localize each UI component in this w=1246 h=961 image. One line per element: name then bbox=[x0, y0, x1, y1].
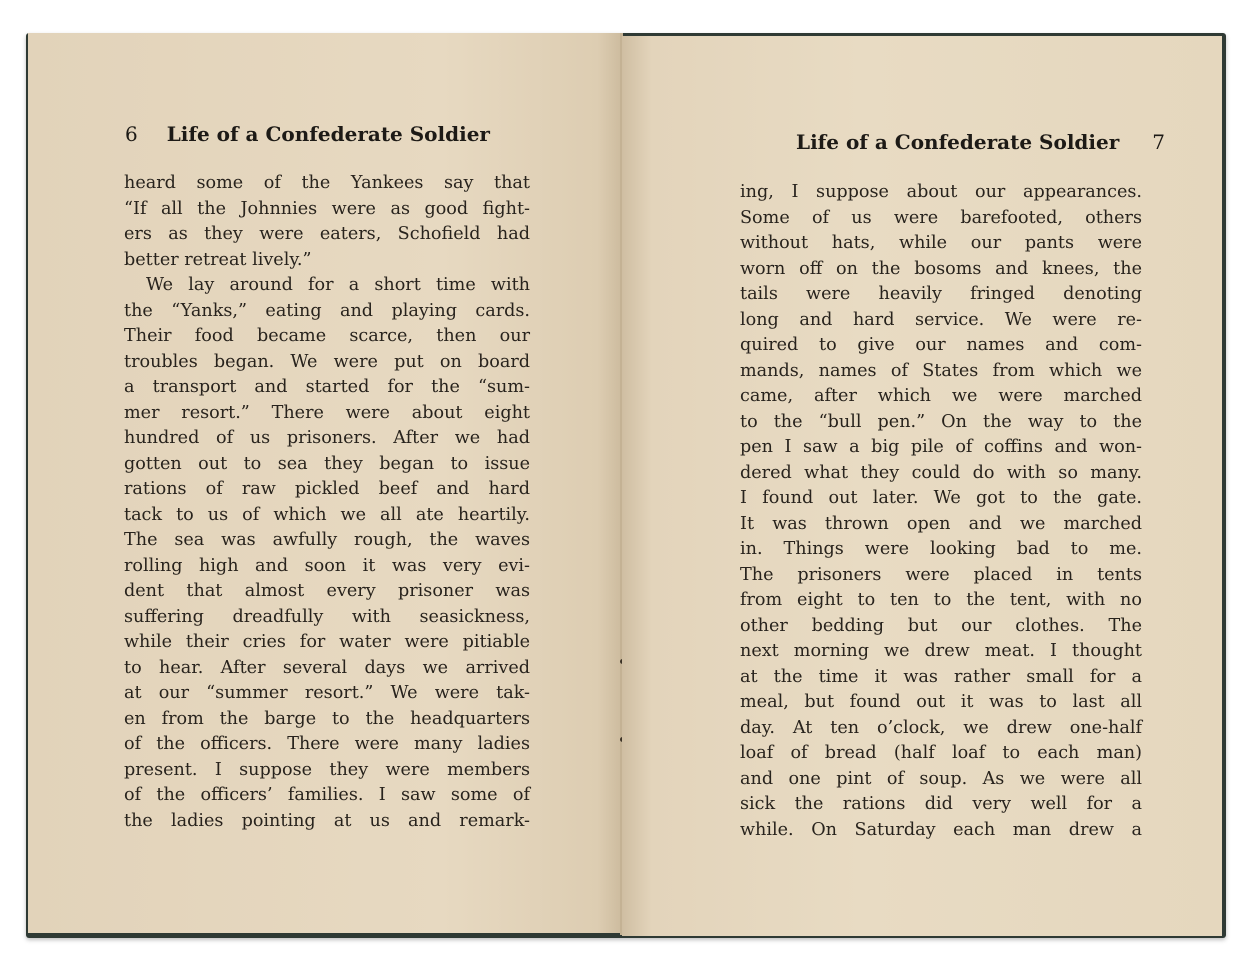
left-page-body bbox=[124, 171, 530, 834]
right-page-text-line: It was thrown open and we marched bbox=[740, 513, 1142, 534]
right-page-number: 7 bbox=[1152, 130, 1165, 154]
right-page-header bbox=[796, 130, 1165, 154]
right-page-text-line: tails were heavily fringed denoting bbox=[740, 284, 1142, 304]
left-page-text-line: present. I suppose they were members bbox=[124, 759, 530, 780]
left-page-text-line: We lay around for a short time with bbox=[146, 275, 530, 295]
right-page-text-line: meal, but found out it was to last all bbox=[740, 692, 1142, 712]
left-page-text-line: better retreat lively.” bbox=[124, 249, 312, 270]
right-page-text-line: The prisoners were placed in tents bbox=[740, 564, 1142, 585]
right-page-text-line: pen I saw a big pile of coffins and won- bbox=[740, 437, 1142, 457]
right-page-text-line: mands, names of States from which we bbox=[740, 360, 1142, 381]
left-running-head: Life of a Confederate Soldier bbox=[166, 122, 490, 146]
right-page-text-line: loaf of bread (half loaf to each man) bbox=[740, 743, 1142, 763]
left-page-text-line: of the officers. There were many ladies bbox=[124, 734, 530, 754]
left-page-text-line: while their cries for water were pitiable bbox=[124, 632, 530, 652]
left-page-text-line: of the officers’ families. I saw some of bbox=[124, 785, 530, 805]
left-page-text-line: hundred of us prisoners. After we had bbox=[124, 428, 530, 448]
right-page-text-line: worn off on the bosoms and knees, the bbox=[740, 258, 1142, 279]
right-page-text-line: to the “bull pen.” On the way to the bbox=[740, 411, 1142, 432]
right-page-text-line: while. On Saturday each man drew a bbox=[740, 819, 1142, 840]
right-page-text-line: dered what they could do with so many. bbox=[740, 462, 1142, 483]
left-page-text-line: mer resort.” There were about eight bbox=[124, 402, 530, 423]
left-page-text-line: heard some of the Yankees say that bbox=[124, 173, 530, 193]
right-page-text-line: day. At ten o’clock, we drew one-half bbox=[740, 717, 1142, 738]
right-running-head: Life of a Confederate Soldier bbox=[796, 130, 1120, 154]
left-page-text-line: ers as they were eaters, Schofield had bbox=[124, 224, 530, 244]
left-page-text-line: gotten out to sea they began to issue bbox=[124, 453, 530, 474]
left-page-text-line: rolling high and soon it was very evi- bbox=[124, 555, 530, 576]
left-page-text-line: the ladies pointing at us and remark- bbox=[124, 810, 530, 831]
right-page-text-line: next morning we drew meat. I thought bbox=[740, 641, 1142, 661]
left-page-text-line: suffering dreadfully with seasickness, bbox=[124, 606, 530, 627]
right-page-body bbox=[740, 180, 1142, 843]
right-page-text-line: without hats, while our pants were bbox=[740, 233, 1142, 253]
left-page-text-line: “If all the Johnnies were as good fight- bbox=[124, 198, 530, 219]
left-page-text-line: a transport and started for the “sum- bbox=[124, 377, 530, 397]
open-book bbox=[26, 33, 1226, 938]
left-page-text-line: dent that almost every prisoner was bbox=[124, 581, 530, 601]
left-page-text-line: tack to us of which we all ate heartily. bbox=[124, 504, 530, 525]
right-page-text-line: other bedding but our clothes. The bbox=[740, 615, 1142, 636]
left-page-text-line: The sea was awfully rough, the waves bbox=[124, 530, 530, 550]
right-page bbox=[622, 36, 1222, 936]
left-page-text-line: rations of raw pickled beef and hard bbox=[124, 479, 530, 499]
right-page-text-line: sick the rations did very well for a bbox=[740, 794, 1142, 814]
left-page bbox=[28, 33, 621, 933]
left-page-header bbox=[125, 122, 490, 146]
right-page-text-line: from eight to ten to the tent, with no bbox=[740, 590, 1142, 610]
right-page-text-line: ing, I suppose about our appearances. bbox=[740, 182, 1142, 202]
right-page-text-line: in. Things were looking bad to me. bbox=[740, 539, 1142, 559]
right-page-text-line: Some of us were barefooted, others bbox=[740, 207, 1142, 228]
left-page-text-line: Their food became scarce, then our bbox=[124, 326, 530, 346]
right-page-text-line: quired to give our names and com- bbox=[740, 335, 1142, 355]
right-page-text-line: and one pint of soup. As we were all bbox=[740, 768, 1142, 789]
left-page-number: 6 bbox=[125, 122, 138, 146]
right-page-text-line: came, after which we were marched bbox=[740, 386, 1142, 406]
left-page-text-line: the “Yanks,” eating and playing cards. bbox=[124, 300, 530, 321]
left-page-text-line: at our “summer resort.” We were tak- bbox=[124, 683, 530, 703]
right-page-text-line: long and hard service. We were re- bbox=[740, 309, 1142, 330]
left-page-text-line: to hear. After several days we arrived bbox=[124, 657, 530, 678]
right-page-text-line: at the time it was rather small for a bbox=[740, 666, 1142, 687]
left-page-text-line: troubles began. We were put on board bbox=[124, 351, 530, 372]
left-page-text-line: en from the barge to the headquarters bbox=[124, 708, 530, 729]
right-page-text-line: I found out later. We got to the gate. bbox=[740, 488, 1142, 508]
